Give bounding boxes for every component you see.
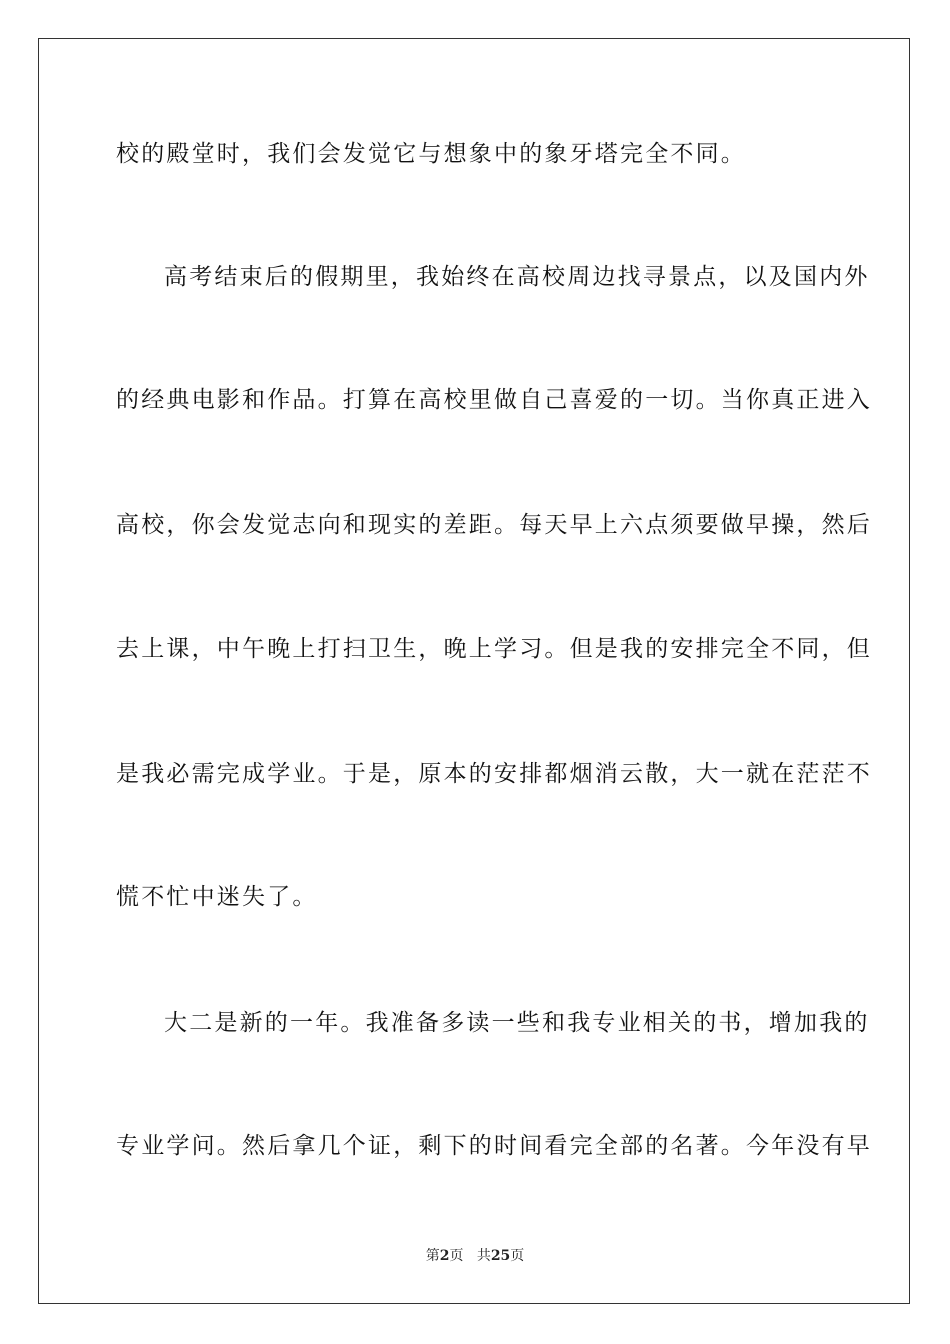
page-suffix: 页 [449, 1248, 464, 1264]
total-pages: 25 [490, 1248, 511, 1264]
total-prefix: 共 [476, 1248, 491, 1264]
text-line: 去上课，中午晚上打扫卫生，晚上学习。但是我的安排完全不同，但 [116, 636, 872, 662]
text-line: 是我必需完成学业。于是，原本的安排都烟消云散，大一就在茫茫不 [116, 761, 872, 787]
text-line: 的经典电影和作品。打算在高校里做自己喜爱的一切。当你真正进入 [116, 387, 872, 413]
page-number: 2 [439, 1248, 450, 1264]
text-line: 慌不忙中迷失了。 [116, 884, 318, 910]
text-line: 大二是新的一年。我准备多读一些和我专业相关的书，增加我的 [164, 1010, 870, 1036]
text-line: 校的殿堂时，我们会发觉它与想象中的象牙塔完全不同。 [116, 141, 746, 167]
text-line: 高考结束后的假期里，我始终在高校周边找寻景点，以及国内外 [164, 264, 870, 290]
page-prefix: 第 [425, 1248, 440, 1264]
text-line: 专业学问。然后拿几个证，剩下的时间看完全部的名著。今年没有早 [116, 1133, 872, 1159]
total-suffix: 页 [510, 1248, 525, 1264]
text-line: 高校，你会发觉志向和现实的差距。每天早上六点须要做早操，然后 [116, 512, 872, 538]
page-footer [0, 1246, 950, 1266]
page-border [38, 38, 910, 1304]
